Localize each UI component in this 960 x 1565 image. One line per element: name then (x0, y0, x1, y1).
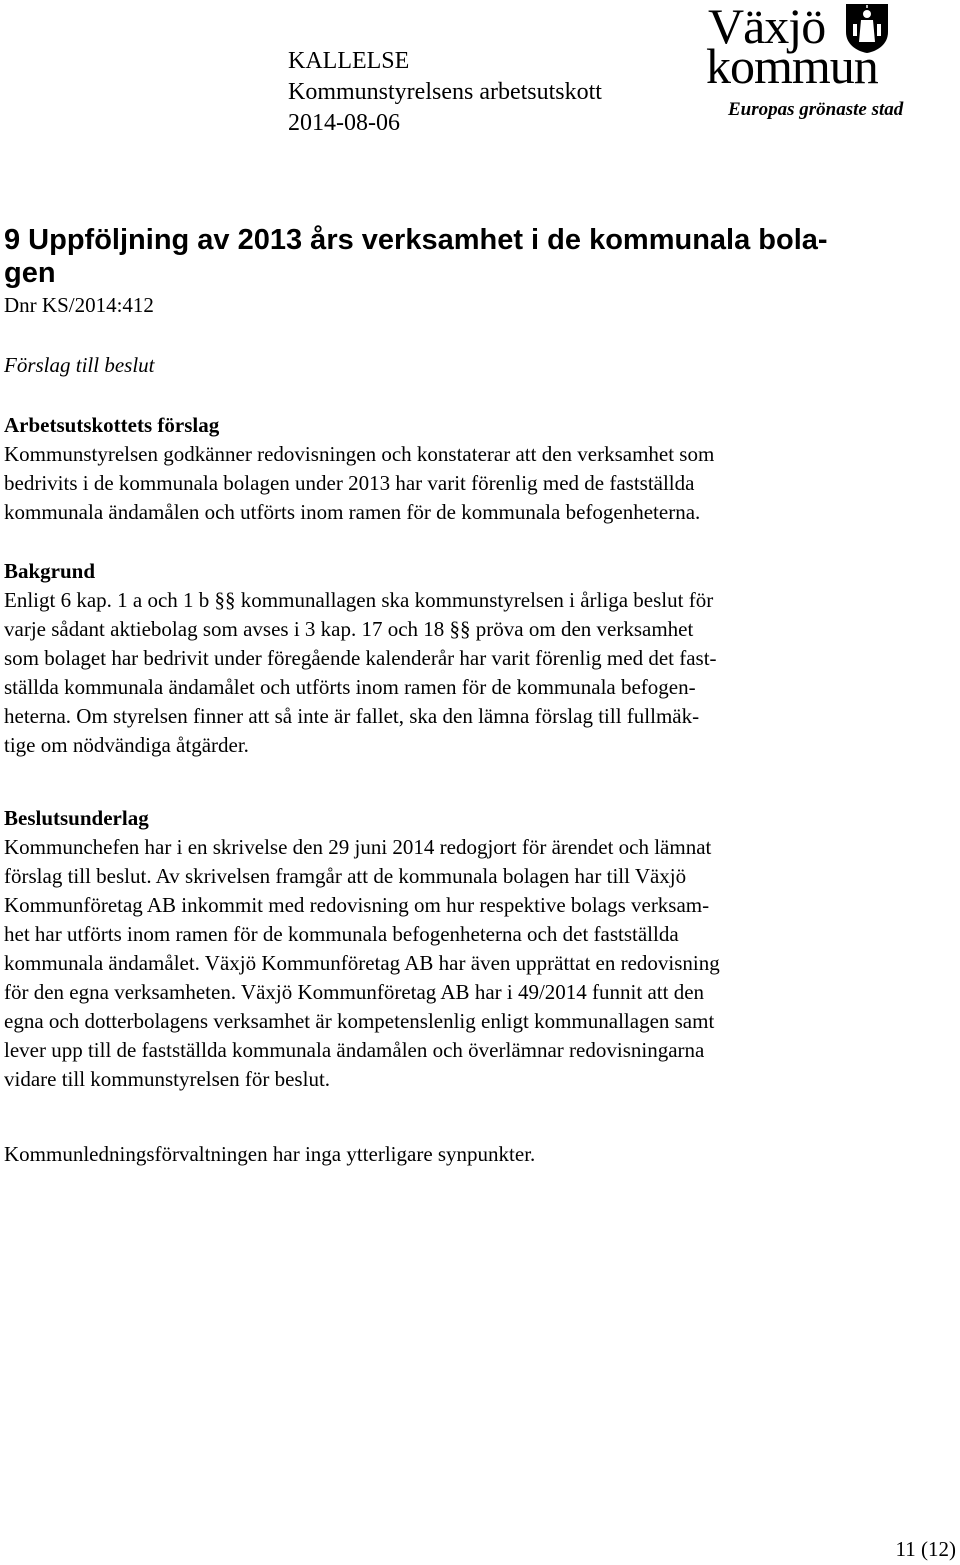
meeting-date: 2014-08-06 (288, 110, 400, 136)
page-number: 11 (12) (895, 1537, 956, 1561)
paragraph-line: Kommunföretag AB inkommit med redovisning om hur respektive bolags verksam- (4, 893, 710, 917)
paragraph-line: varje sådant aktiebolag som avses i 3 kap. 17 och 18 §§ pröva om den verksamhet (4, 617, 694, 641)
paragraph-line: heterna. Om styrelsen finner att så inte är fallet, ska den lämna förslag till fullmäk- (4, 704, 700, 728)
paragraph-line: het har utförts inom ramen för de kommunala befogenheterna och det fastställda (4, 922, 679, 946)
vaxjo-logo (704, 0, 914, 130)
item-title-line-2: gen (4, 257, 56, 289)
section-heading: Beslutsunderlag (4, 806, 149, 830)
paragraph-line: Kommunstyrelsen godkänner redovisningen och konstaterar att den verksamhet som (4, 442, 715, 466)
item-title-line-1: 9 Uppföljning av 2013 års verksamhet i de kommunala bola- (4, 224, 828, 256)
committee-name: Kommunstyrelsens arbetsutskott (288, 79, 602, 105)
paragraph-line: egna och dotterbolagens verksamhet är kompetenslenlig enligt kommunallagen samt (4, 1009, 715, 1033)
closing-remark: Kommunledningsförvaltningen har inga ytterligare synpunkter. (4, 1142, 536, 1166)
section-beslutsunderlag (4, 804, 720, 1094)
section-arbetsutskottets-forslag (4, 411, 714, 527)
paragraph-line: kommunala ändamålet. Växjö Kommunföretag AB har även upprättat en redovisning (4, 951, 720, 975)
paragraph-line: som bolaget har bedrivit under föregående kalenderår har varit förenlig med det fast- (4, 646, 717, 670)
item-title (4, 224, 904, 290)
paragraph-line: Enligt 6 kap. 1 a och 1 b §§ kommunallagen ska kommunstyrelsen i årliga beslut för (4, 588, 714, 612)
paragraph-line: lever upp till de fastställda kommunala ändamålen och överlämnar redovisningarna (4, 1038, 705, 1062)
logo-line-2: kommun (706, 38, 878, 94)
section-bakgrund (4, 557, 717, 760)
section-heading: Arbetsutskottets förslag (4, 413, 220, 437)
section-heading: Bakgrund (4, 559, 96, 583)
paragraph-line: kommunala ändamålen och utförts inom ramen för de kommunala befogenheterna. (4, 500, 701, 524)
paragraph-line: förslag till beslut. Av skrivelsen framgår att de kommunala bolagen har till Växjö (4, 864, 687, 888)
paragraph-line: ställda kommunala ändamålet och utförts inom ramen för de kommunala befogen- (4, 675, 696, 699)
paragraph-line: för den egna verksamheten. Växjö Kommunföretag AB har i 49/2014 funnit att den (4, 980, 705, 1004)
logo-tagline: Europas grönaste stad (728, 99, 904, 120)
paragraph-line: bedrivits i de kommunala bolagen under 2013 har varit förenlig med de fastställda (4, 471, 695, 495)
paragraph-line: tige om nödvändiga åtgärder. (4, 733, 249, 757)
document-header (288, 46, 602, 139)
logo-line-1: Växjö (708, 0, 826, 54)
dnr-number: Dnr KS/2014:412 (4, 293, 154, 317)
paragraph-line: Kommunchefen har i en skrivelse den 29 juni 2014 redogjort för ärendet och lämnat (4, 835, 712, 859)
proposal-heading: Förslag till beslut (4, 353, 155, 377)
paragraph-line: vidare till kommunstyrelsen för beslut. (4, 1067, 331, 1091)
doc-type: KALLELSE (288, 48, 410, 74)
